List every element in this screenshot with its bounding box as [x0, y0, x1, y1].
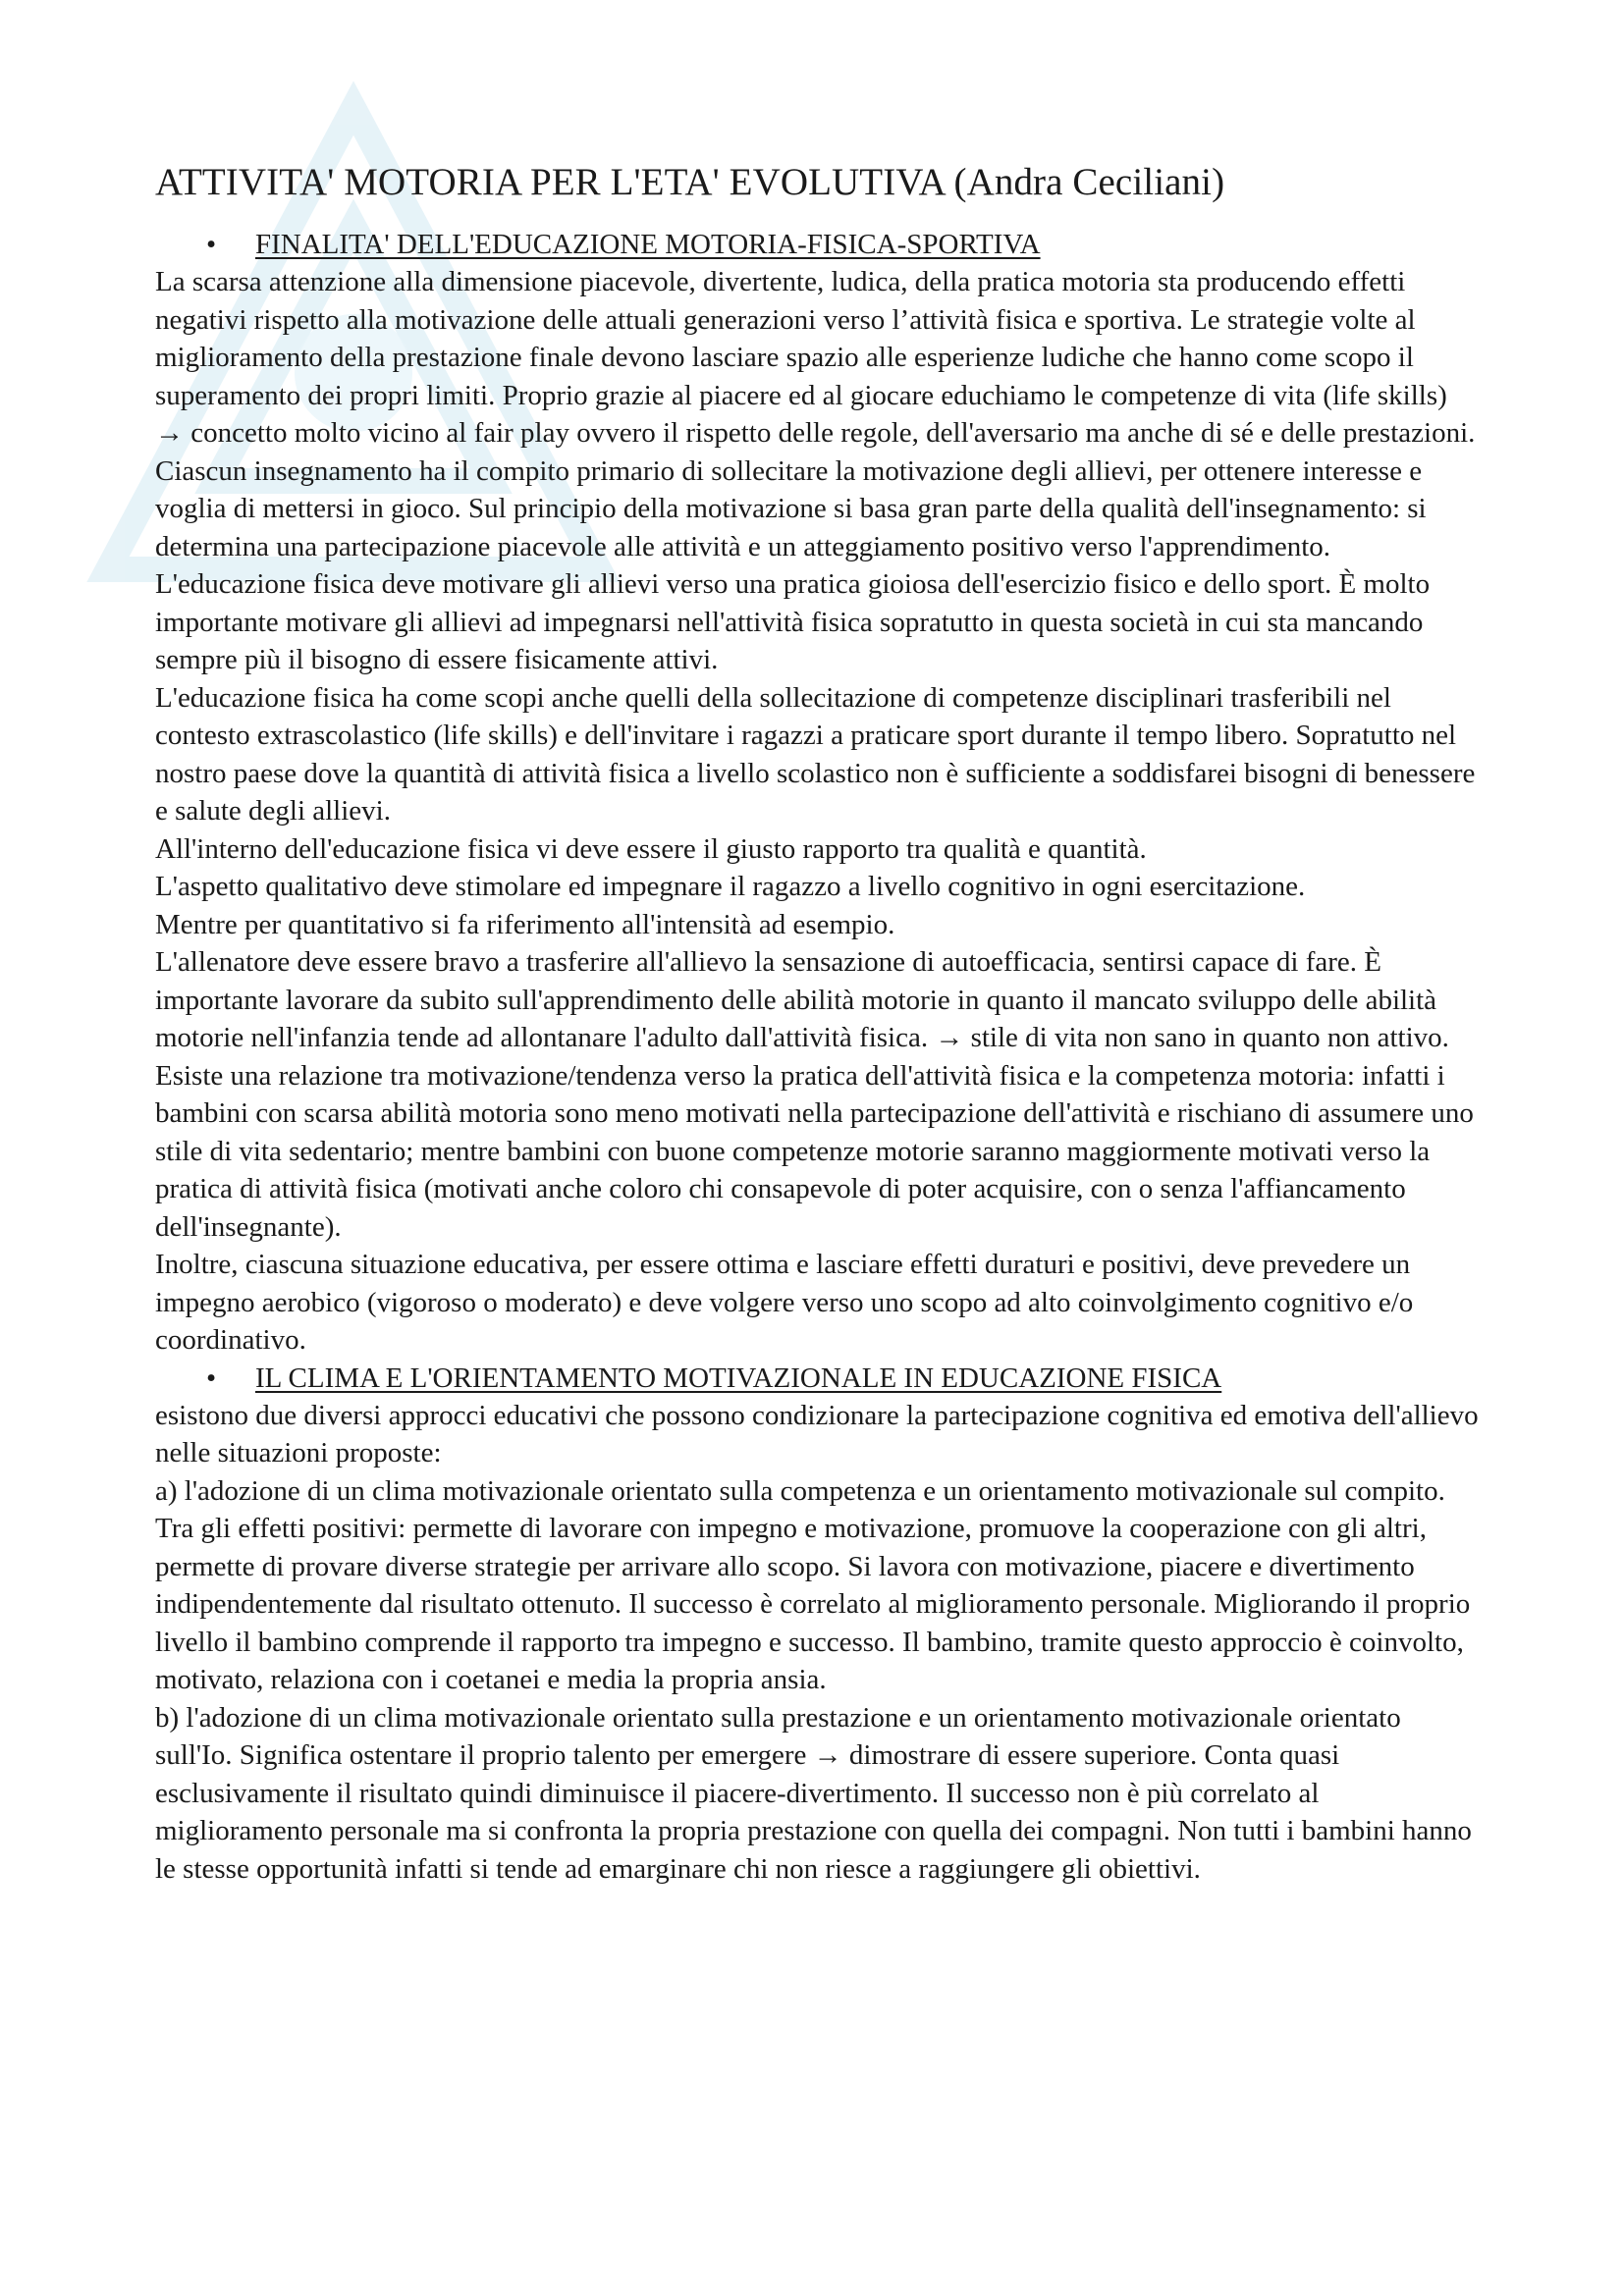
- paragraph: L'aspetto qualitativo deve stimolare ed impegnare il ragazzo a livello cognitivo in ogni esercitazione.: [155, 871, 1306, 902]
- paragraph: esistono due diversi approcci educativi che possono condizionare la partecipazione cognitiva ed emotiva dell'allievo nelle situazioni proposte:: [155, 1399, 1479, 1468]
- paragraph: Esiste una relazione tra motivazione/tendenza verso la pratica dell'attività fisica e la competenza motoria: infatti i bambini con scarsa abilità motoria sono meno motivati nella partecipazione dell'attività e rischiano di assumere uno stile di vita sedentario; mentre bambini con buone competenze motorie saranno maggiormente motivati verso la pratica di attività fisica (motivati anche coloro chi consapevole di poter acquisire, con o senza l'affiancamento dell'insegnante).: [155, 1059, 1474, 1243]
- paragraph: Ciascun insegnamento ha il compito primario di sollecitare la motivazione degli allievi, per ottenere interesse e voglia di mettersi in gioco. Sul principio della motivazione si basa gran parte della qualità dell'insegnamento: si determina una partecipazione piacevole alle attività e un atteggiamento positivo verso l'apprendimento.: [155, 454, 1427, 562]
- document-content: [155, 159, 1483, 1888]
- bullet-icon: •: [206, 229, 217, 260]
- section-heading-finalita: [155, 226, 1483, 263]
- section-heading-text: IL CLIMA E L'ORIENTAMENTO MOTIVAZIONALE IN EDUCAZIONE FISICA: [255, 1362, 1222, 1394]
- paragraph: a) l'adozione di un clima motivazionale orientato sulla competenza e un orientamento motivazionale sul compito. Tra gli effetti positivi: permette di lavorare con impegno e motivazione, promuove la cooperazione con gli altri, permette di provare diverse strategie per arrivare allo scopo. Si lavora con motivazione, piacere e divertimento indipendentemente dal risultato ottenuto. Il successo è correlato al miglioramento personale. Migliorando il proprio livello il bambino comprende il rapporto tra impegno e successo. Il bambino, tramite questo approccio è coinvolto, motivato, relaziona con i coetanei e media la propria ansia.: [155, 1474, 1471, 1695]
- paragraph: Inoltre, ciascuna situazione educativa, per essere ottima e lasciare effetti duraturi e positivi, deve prevedere un impegno aerobico (vigoroso o moderato) e deve volgere verso uno scopo ad alto coinvolgimento cognitivo e/o coordinativo.: [155, 1249, 1414, 1356]
- paragraph: L'educazione fisica ha come scopi anche quelli della sollecitazione di competenze disciplinari trasferibili nel contesto extrascolastico (life skills) e dell'invitare i ragazzi a praticare sport durante il tempo libero. Sopratutto nel nostro paese dove la quantità di attività fisica a livello scolastico non è sufficiente a soddisfarei bisogni di benessere e salute degli allievi.: [155, 681, 1476, 827]
- section-heading-clima: [155, 1360, 1483, 1397]
- paragraph: L'allenatore deve essere bravo a trasferire all'allievo la sensazione di autoefficacia, sentirsi capace di fare. È importante lavorare da subito sull'apprendimento delle abilità motorie in quanto il mancato sviluppo delle abilità motorie nell'infanzia tende ad allontanare l'adulto dall'attività fisica. → stile di vita non sano in quanto non attivo.: [155, 946, 1449, 1053]
- paragraph: Mentre per quantitativo si fa riferimento all'intensità ad esempio.: [155, 908, 895, 940]
- paragraph: b) l'adozione di un clima motivazionale orientato sulla prestazione e un orientamento motivazionale orientato sull'Io. Significa ostentare il proprio talento per emergere → dimostrare di essere superiore. Conta quasi esclusivamente il risultato quindi diminuisce il piacere-divertimento. Il successo non è più correlato al miglioramento personale ma si confronta la propria prestazione con quella dei compagni. Non tutti i bambini hanno le stesse opportunità infatti si tende ad emarginare chi non riesce a raggiungere gli obiettivi.: [155, 1701, 1472, 1885]
- paragraph: L'educazione fisica deve motivare gli allievi verso una pratica gioiosa dell'esercizio fisico e dello sport. È molto importante motivare gli allievi ad impegnarsi nell'attività fisica sopratutto in questa società in cui sta mancando sempre più il bisogno di essere fisicamente attivi.: [155, 568, 1431, 675]
- section-heading-text: FINALITA' DELL'EDUCAZIONE MOTORIA-FISICA-SPORTIVA: [255, 229, 1041, 260]
- paragraph: All'interno dell'educazione fisica vi deve essere il giusto rapporto tra qualità e quantità.: [155, 832, 1147, 865]
- paragraph: La scarsa attenzione alla dimensione piacevole, divertente, ludica, della pratica motoria sta producendo effetti negativi rispetto alla motivazione delle attuali generazioni verso l’attività fisica e sportiva. Le strategie volte al miglioramento della prestazione finale devono lasciare spazio alle esperienze ludiche che hanno come scopo il superamento dei propri limiti. Proprio grazie al piacere ed al giocare educhiamo le competenze di vita (life skills) → concetto molto vicino al fair play ovvero il rispetto delle regole, dell'aversario ma anche di sé e delle prestazioni.: [155, 266, 1476, 449]
- document-title: ATTIVITA' MOTORIA PER L'ETA' EVOLUTIVA (Andra Ceciliani): [155, 161, 1225, 203]
- bullet-icon: •: [206, 1362, 217, 1394]
